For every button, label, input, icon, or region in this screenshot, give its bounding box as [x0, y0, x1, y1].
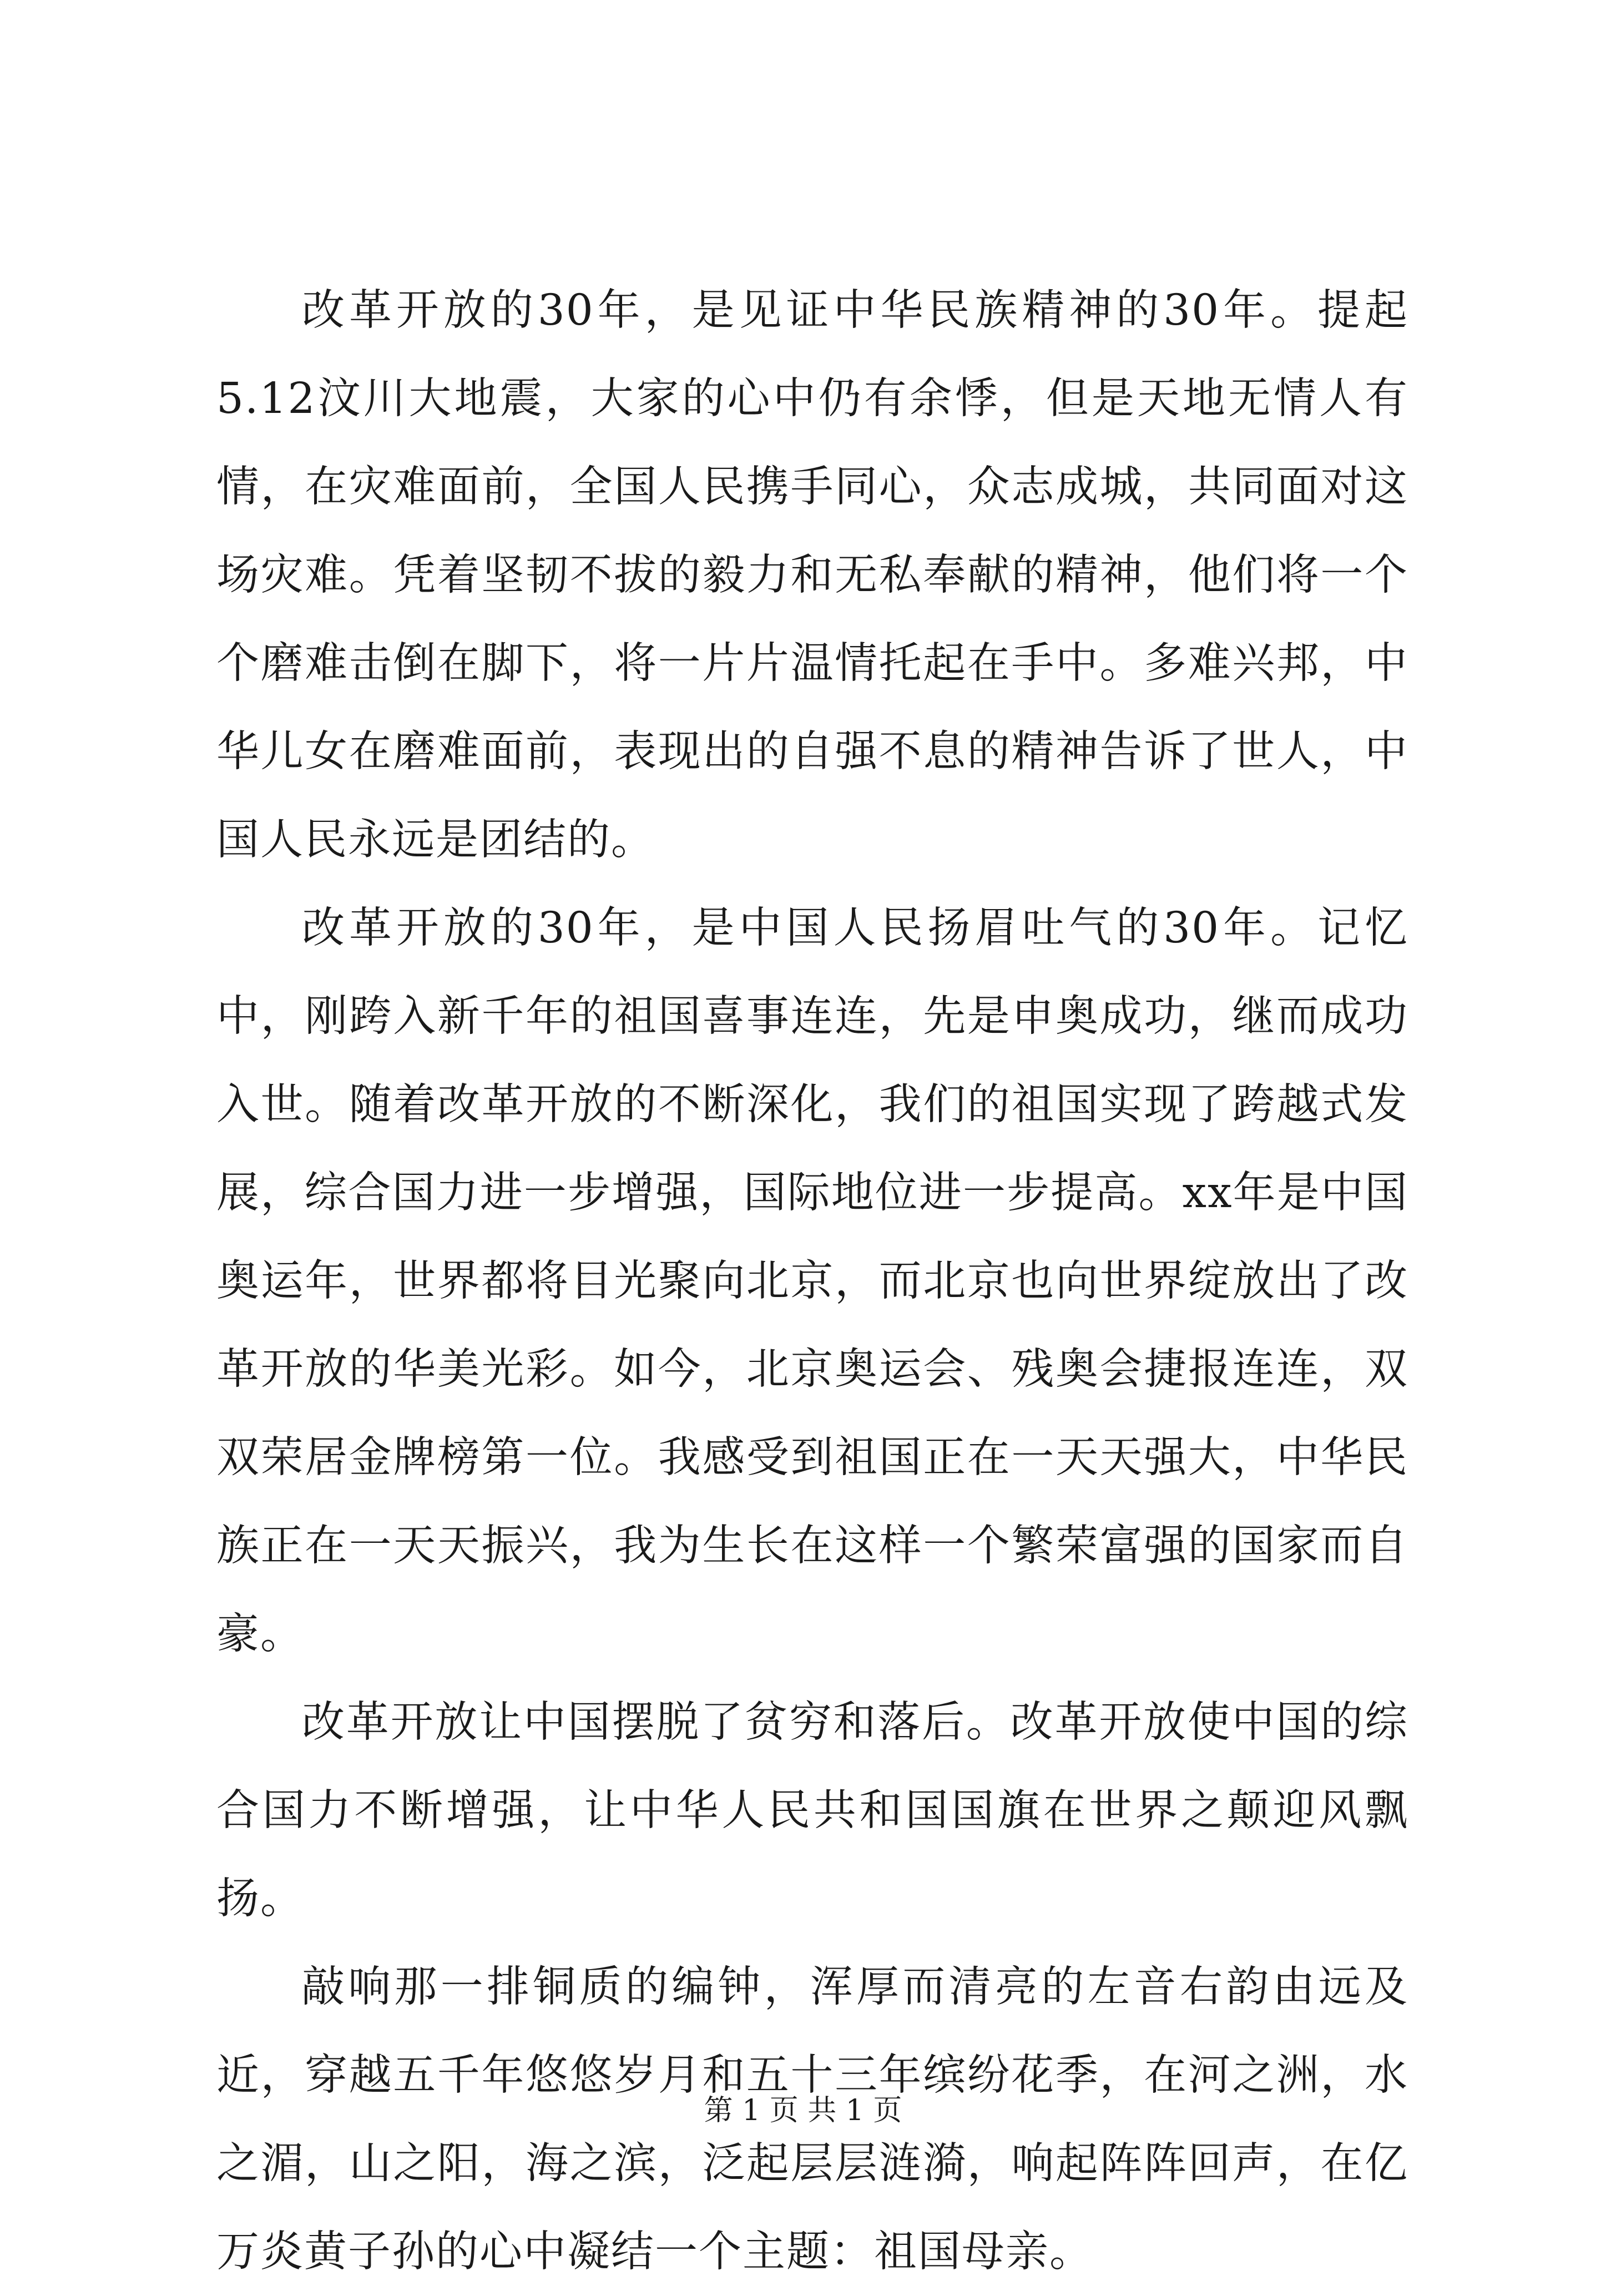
paragraph-3: 改革开放让中国摆脱了贫穷和落后。改革开放使中国的综合国力不断增强，让中华人民共和国国旗在世界之颠迎风飘扬。 [216, 1698, 1408, 1924]
paragraph-4: 敲响那一排铜质的编钟，浑厚而清亮的左音右韵由远及近，穿越五千年悠悠岁月和五十三年缤纷花季，在河之洲，水之湄，山之阳，海之滨，泛起层层涟漪，响起阵阵回声，在亿万炎黄子孙的心中凝结一个主题：祖国母亲。 [216, 1962, 1408, 2277]
paragraph-1: 改革开放的30年，是见证中华民族精神的30年。提起5.12汶川大地震，大家的心中仍有余悸，但是天地无情人有情，在灾难面前，全国人民携手同心，众志成城，共同面对这场灾难。凭着坚韧不拔的毅力和无私奉献的精神，他们将一个个磨难击倒在脚下，将一片片温情托起在手中。多难兴邦，中华儿女在磨难面前，表现出的自强不息的精神告诉了世人，中国人民永远是团结的。 [216, 286, 1408, 865]
paragraph-2: 改革开放的30年，是中国人民扬眉吐气的30年。记忆中，刚跨入新千年的祖国喜事连连，先是申奥成功，继而成功入世。随着改革开放的不断深化，我们的祖国实现了跨越式发展，综合国力进一步增强，国际地位进一步提高。xx年是中国奥运年，世界都将目光聚向北京，而北京也向世界绽放出了改革开放的华美光彩。如今，北京奥运会、残奥会捷报连连，双双荣居金牌榜第一位。我感受到祖国正在一天天强大，中华民族正在一天天振兴，我为生长在这样一个繁荣富强的国家而自豪。 [216, 904, 1408, 1659]
page-footer: 第 1 页 共 1 页 [704, 2094, 902, 2127]
document-body [216, 266, 1408, 2296]
